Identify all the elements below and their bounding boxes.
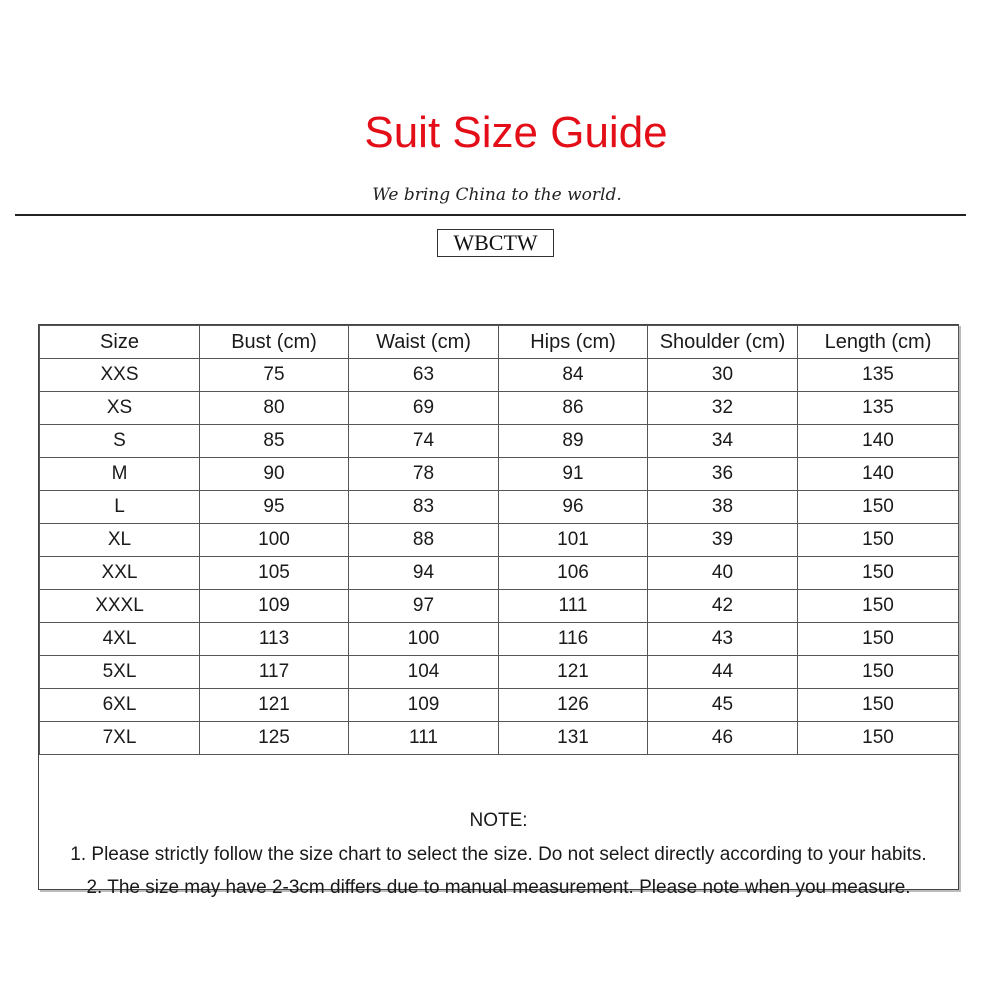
cell-size: 6XL [40,689,200,722]
cell-shoulder: 46 [648,722,798,755]
column-header-bust: Bust (cm) [200,326,349,359]
cell-shoulder: 39 [648,524,798,557]
cell-hips: 86 [499,392,648,425]
cell-size: L [40,491,200,524]
cell-length: 150 [798,623,959,656]
cell-waist: 88 [349,524,499,557]
cell-bust: 125 [200,722,349,755]
note-line-2: 2. The size may have 2-3cm differs due to manual measurement. Please note when you measure. [86,877,911,898]
cell-bust: 95 [200,491,349,524]
cell-bust: 80 [200,392,349,425]
cell-hips: 101 [499,524,648,557]
cell-shoulder: 44 [648,656,798,689]
column-header-size: Size [40,326,200,359]
column-header-hips: Hips (cm) [499,326,648,359]
cell-bust: 75 [200,359,349,392]
cell-length: 150 [798,656,959,689]
column-header-waist: Waist (cm) [349,326,499,359]
cell-waist: 111 [349,722,499,755]
cell-bust: 100 [200,524,349,557]
cell-waist: 104 [349,656,499,689]
cell-size: XS [40,392,200,425]
column-header-length: Length (cm) [798,326,959,359]
cell-hips: 106 [499,557,648,590]
cell-length: 150 [798,590,959,623]
cell-size: XXXL [40,590,200,623]
size-chart [38,324,959,898]
cell-waist: 100 [349,623,499,656]
table-row [40,425,959,458]
cell-size: M [40,458,200,491]
cell-waist: 69 [349,392,499,425]
cell-size: 4XL [40,623,200,656]
tagline: We bring China to the world. [372,185,622,205]
cell-shoulder: 45 [648,689,798,722]
cell-length: 135 [798,359,959,392]
cell-hips: 116 [499,623,648,656]
brand-label: WBCTW [437,229,554,257]
cell-bust: 109 [200,590,349,623]
cell-hips: 84 [499,359,648,392]
column-header-shoulder: Shoulder (cm) [648,326,798,359]
cell-bust: 113 [200,623,349,656]
cell-length: 150 [798,689,959,722]
cell-length: 140 [798,425,959,458]
cell-waist: 83 [349,491,499,524]
cell-waist: 78 [349,458,499,491]
cell-waist: 74 [349,425,499,458]
table-header-row [40,326,959,359]
cell-hips: 91 [499,458,648,491]
cell-length: 150 [798,557,959,590]
cell-length: 150 [798,722,959,755]
cell-size: 5XL [40,656,200,689]
note-line-1: 1. Please strictly follow the size chart to select the size. Do not select directly according to your habits. [70,844,927,865]
cell-bust: 85 [200,425,349,458]
cell-hips: 126 [499,689,648,722]
size-table [39,325,959,755]
cell-waist: 94 [349,557,499,590]
cell-shoulder: 38 [648,491,798,524]
table-row [40,359,959,392]
cell-length: 135 [798,392,959,425]
cell-shoulder: 36 [648,458,798,491]
cell-shoulder: 34 [648,425,798,458]
cell-bust: 121 [200,689,349,722]
table-row [40,722,959,755]
cell-hips: 111 [499,590,648,623]
cell-length: 140 [798,458,959,491]
table-row [40,689,959,722]
cell-shoulder: 32 [648,392,798,425]
table-row [40,557,959,590]
cell-waist: 63 [349,359,499,392]
cell-hips: 121 [499,656,648,689]
note-section [39,756,958,898]
cell-bust: 105 [200,557,349,590]
cell-hips: 89 [499,425,648,458]
cell-bust: 117 [200,656,349,689]
cell-size: 7XL [40,722,200,755]
cell-waist: 109 [349,689,499,722]
table-row [40,458,959,491]
cell-shoulder: 30 [648,359,798,392]
table-row [40,392,959,425]
cell-size: XXS [40,359,200,392]
cell-length: 150 [798,524,959,557]
cell-size: XL [40,524,200,557]
table-row [40,524,959,557]
cell-shoulder: 43 [648,623,798,656]
divider-line [15,214,966,216]
table-row [40,656,959,689]
cell-length: 150 [798,491,959,524]
table-row [40,491,959,524]
page-title: Suit Size Guide [364,108,668,157]
cell-size: XXL [40,557,200,590]
cell-bust: 90 [200,458,349,491]
cell-waist: 97 [349,590,499,623]
table-row [40,590,959,623]
cell-hips: 96 [499,491,648,524]
table-row [40,623,959,656]
cell-shoulder: 42 [648,590,798,623]
cell-size: S [40,425,200,458]
cell-shoulder: 40 [648,557,798,590]
note-heading: NOTE: [469,810,528,831]
cell-hips: 131 [499,722,648,755]
